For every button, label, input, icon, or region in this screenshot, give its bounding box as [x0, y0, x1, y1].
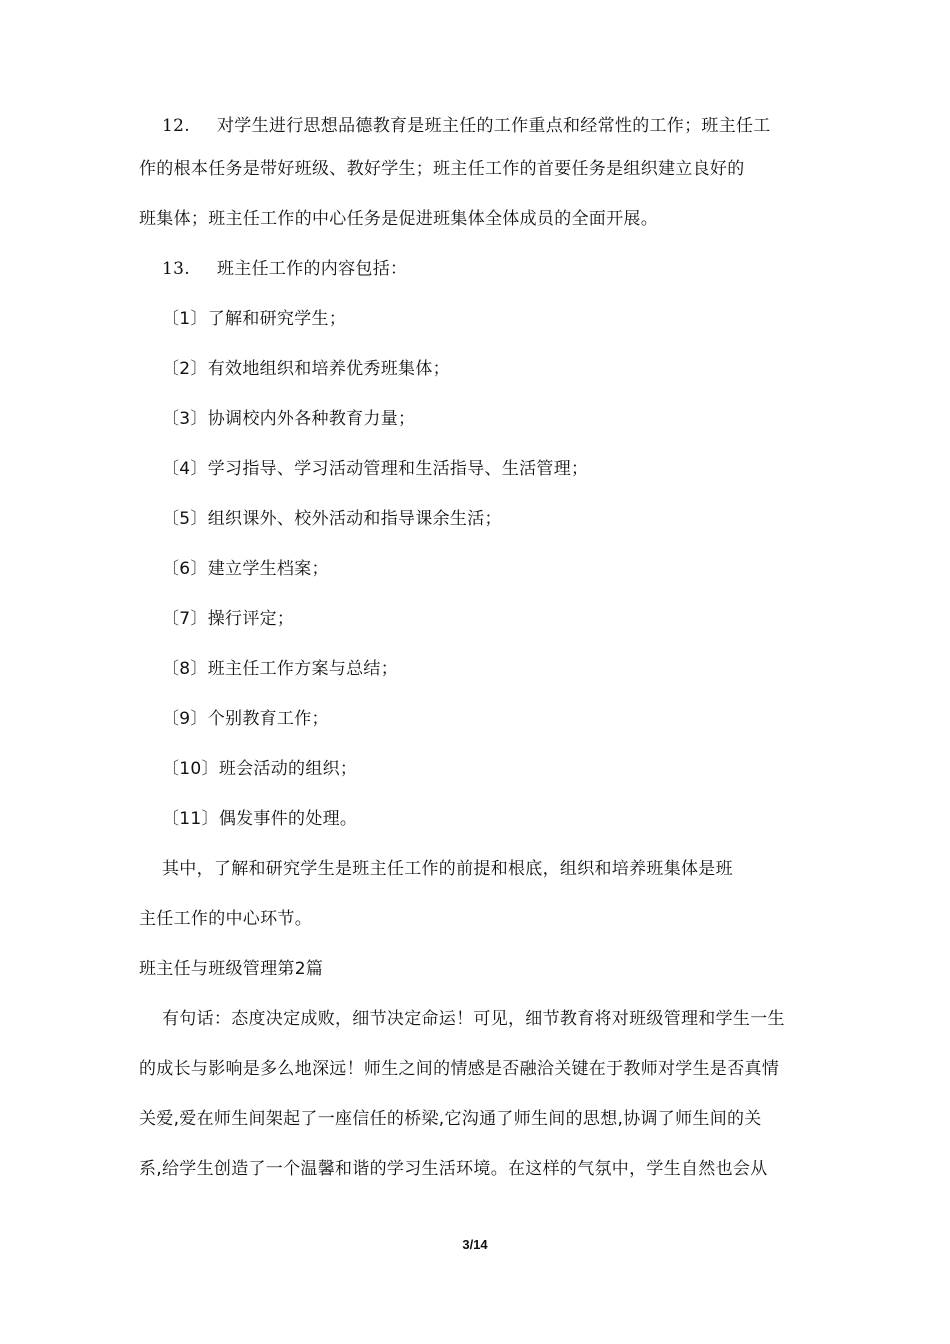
list-item-4: 〔4〕学习指导、学习活动管理和生活指导、生活管理；: [162, 459, 589, 479]
list-item-3: 〔3〕协调校内外各种教育力量；: [162, 409, 416, 429]
item-13-line: [162, 257, 407, 281]
summary-line-1: 其中，了解和研究学生是班主任工作的前提和根底，组织和培养班集体是班: [162, 859, 733, 879]
list-item-10: 〔10〕班会活动的组织；: [162, 759, 358, 779]
item-12-line-3: 班集体；班主任工作的中心任务是促进班集体全体成员的全面开展。: [139, 209, 658, 229]
item-12-line-2: 作的根本任务是带好班级、教好学生；班主任工作的首要任务是组织建立良好的: [139, 159, 745, 179]
page-number: 3/14: [462, 1237, 488, 1252]
list-item-6: 〔6〕建立学生档案；: [162, 559, 329, 579]
item-12-text: 对学生进行思想品德教育是班主任的工作重点和经常性的工作；班主任工: [217, 116, 771, 136]
item-12-line-1: [162, 114, 771, 138]
paragraph-line-1: 有句话：态度决定成败，细节决定命运！可见，细节教育将对班级管理和学生一生: [162, 1009, 785, 1029]
item-13-text: 班主任工作的内容包括：: [217, 259, 408, 279]
paragraph-line-4: 系,给学生创造了一个温馨和谐的学习生活环境。在这样的气氛中，学生自然也会从: [139, 1159, 768, 1179]
list-item-2: 〔2〕有效地组织和培养优秀班集体；: [162, 359, 450, 379]
list-item-8: 〔8〕班主任工作方案与总结；: [162, 659, 399, 679]
list-item-7: 〔7〕操行评定；: [162, 609, 295, 629]
item-12-number: 12.: [162, 116, 190, 136]
paragraph-line-3: 关爱,爱在师生间架起了一座信任的桥梁,它沟通了师生间的思想,协调了师生间的关: [139, 1109, 762, 1129]
summary-line-2: 主任工作的中心环节。: [139, 909, 312, 929]
list-item-11: 〔11〕偶发事件的处理。: [162, 809, 358, 829]
list-item-1: 〔1〕了解和研究学生；: [162, 309, 347, 329]
paragraph-line-2: 的成长与影响是多么地深远！师生之间的情感是否融洽关键在于教师对学生是否真情: [139, 1059, 780, 1079]
list-item-5: 〔5〕组织课外、校外活动和指导课余生活；: [162, 509, 502, 529]
section-title: 班主任与班级管理第2篇: [139, 959, 324, 979]
item-13-number: 13.: [162, 259, 190, 279]
list-item-9: 〔9〕个别教育工作；: [162, 709, 329, 729]
